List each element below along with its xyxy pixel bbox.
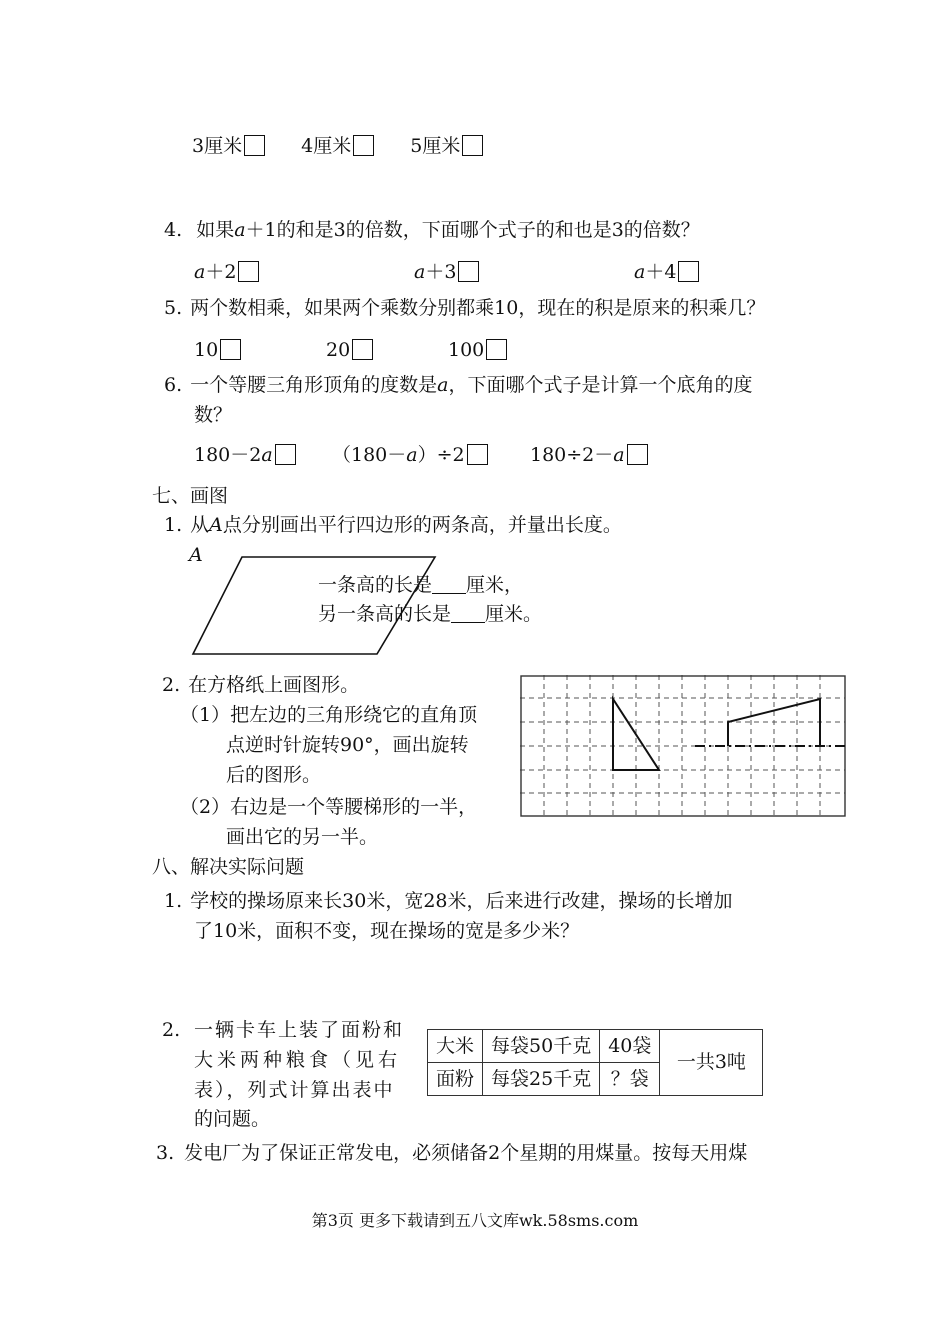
table-row <box>428 1030 763 1063</box>
s8-q1-line2: 了10米，面积不变，现在操场的宽是多少米？ <box>194 920 580 942</box>
checkbox[interactable] <box>244 135 265 156</box>
cell-count: 40袋 <box>600 1030 660 1063</box>
checkbox[interactable] <box>458 261 479 282</box>
q6-option-3: 180÷2－a <box>530 443 648 468</box>
q6-option-2: （180－a）÷2 <box>332 443 488 468</box>
q5-option-1: 10 <box>194 338 241 363</box>
q5-option-2: 20 <box>326 338 373 363</box>
s8-q3-line1: 3. 发电厂为了保证正常发电，必须储备2个星期的用煤量。按每天用煤 <box>156 1142 748 1164</box>
checkbox[interactable] <box>352 339 373 360</box>
cell-count: ？袋 <box>600 1063 660 1096</box>
s7-q2-sub1-l2: 点逆时针旋转90°，画出旋转 <box>226 734 469 756</box>
checkbox[interactable] <box>462 135 483 156</box>
checkbox[interactable] <box>220 339 241 360</box>
q3-option-2: 4厘米 <box>301 135 374 157</box>
q4-question: 4. 如果a＋1的和是3的倍数，下面哪个式子的和也是3的倍数？ <box>164 219 700 241</box>
grid-paper <box>520 675 850 820</box>
checkbox[interactable] <box>678 261 699 282</box>
answer-blank[interactable] <box>451 603 485 623</box>
s7-q2-question: 2. 在方格纸上画图形。 <box>162 674 360 696</box>
q4-option-3: a＋4 <box>634 260 699 285</box>
s7-q1-question: 1. 从A点分别画出平行四边形的两条高，并量出长度。 <box>164 514 622 536</box>
q6-question: 6. 一个等腰三角形顶角的度数是a，下面哪个式子是计算一个底角的度 <box>164 374 753 396</box>
checkbox[interactable] <box>627 444 648 465</box>
s8-q2-l3: 表），列式计算出表中 <box>194 1079 395 1101</box>
checkbox[interactable] <box>353 135 374 156</box>
answer-blank[interactable] <box>432 574 466 594</box>
cell-name: 大米 <box>428 1030 483 1063</box>
s8-q2-l2: 大米两种粮食（见右 <box>194 1049 402 1071</box>
checkbox[interactable] <box>238 261 259 282</box>
q3-option-3: 5厘米 <box>410 135 483 157</box>
s7-q2-sub2: （2）右边是一个等腰梯形的一半， <box>180 796 478 818</box>
s7-q2-sub2-l2: 画出它的另一半。 <box>226 826 379 848</box>
q6-option-1: 180－2a <box>194 443 296 468</box>
page-footer: 第3页 更多下载请到五八文库wk.58sms.com <box>311 1211 639 1230</box>
height-answer-1: 一条高的长是 厘米， <box>318 574 524 596</box>
section-8-title: 八、解决实际问题 <box>152 856 305 878</box>
cell-per: 每袋50千克 <box>483 1030 600 1063</box>
s8-q1-line1: 1. 学校的操场原来长30米，宽28米，后来进行改建，操场的长增加 <box>164 890 733 912</box>
checkbox[interactable] <box>486 339 507 360</box>
q5-option-3: 100 <box>448 338 507 363</box>
s7-q2-sub1-l3: 后的图形。 <box>226 764 322 786</box>
s8-q2-num: 2. <box>162 1019 181 1041</box>
checkbox[interactable] <box>467 444 488 465</box>
cell-name: 面粉 <box>428 1063 483 1096</box>
height-answer-2: 另一条高的长是 厘米。 <box>318 603 543 625</box>
section-7-title: 七、画图 <box>152 485 229 507</box>
q3-options <box>192 134 483 159</box>
cell-total: 一共3吨 <box>660 1030 763 1096</box>
q6-question-line2: 数？ <box>194 404 233 426</box>
q5-question: 5. 两个数相乘，如果两个乘数分别都乘10，现在的积是原来的积乘几？ <box>164 297 766 319</box>
s8-q2-l1: 一辆卡车上装了面粉和 <box>194 1019 405 1041</box>
q4-option-2: a＋3 <box>414 260 479 285</box>
point-a-label: A <box>189 544 203 566</box>
s8-q2-l4: 的问题。 <box>194 1108 271 1130</box>
cell-per: 每袋25千克 <box>483 1063 600 1096</box>
grain-table <box>427 1029 763 1096</box>
q4-option-1: a＋2 <box>194 260 259 285</box>
s7-q2-sub1: （1）把左边的三角形绕它的直角顶 <box>180 704 478 726</box>
q3-option-1: 3厘米 <box>192 135 265 157</box>
checkbox[interactable] <box>275 444 296 465</box>
